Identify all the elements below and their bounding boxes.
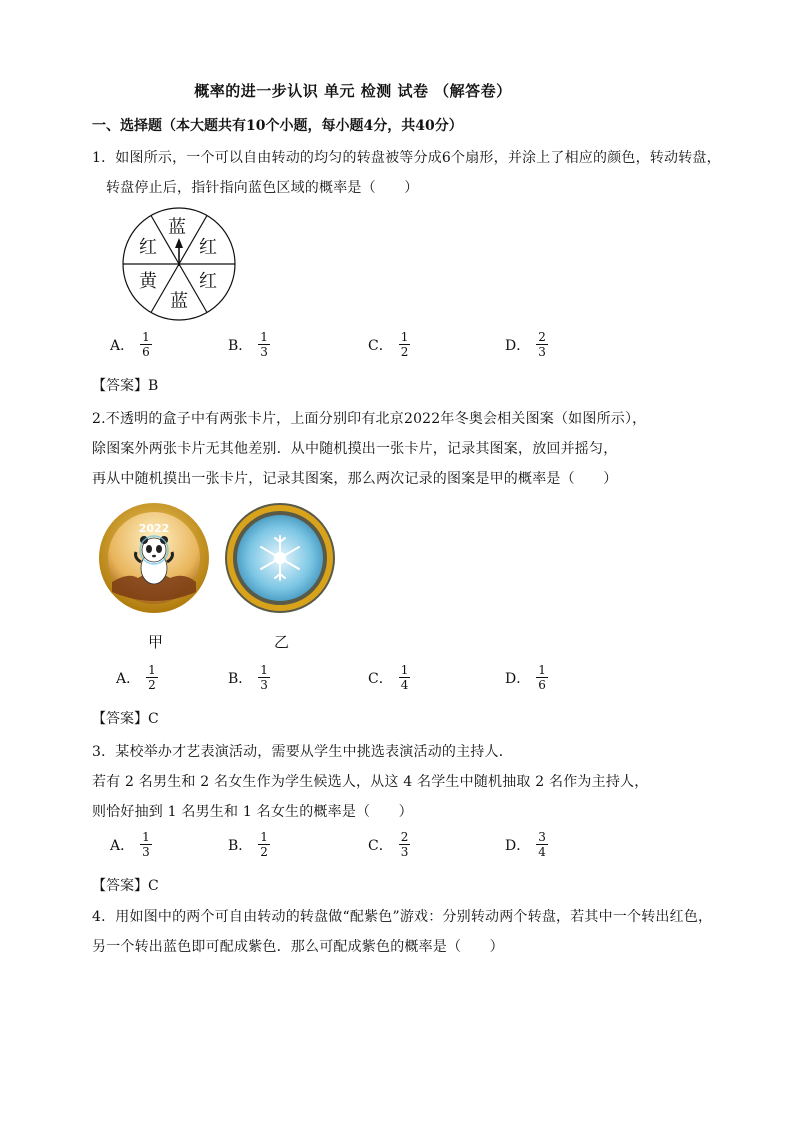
fraction: $\frac{3}{4}$ [538,830,546,859]
q3-option-a[interactable] [110,830,152,859]
option-label: D． [505,337,531,354]
option-label: B． [228,837,253,854]
option-label: A． [110,837,135,854]
q2-option-b[interactable] [228,663,270,692]
page-title: 概率的进一步认识 单元 检测 试卷 （解答卷） [194,82,512,100]
sector-label: 红 [199,237,217,258]
medal-panda-image [98,502,210,614]
fraction: $\frac{1}{3}$ [260,330,268,359]
fraction: $\frac{1}{2}$ [260,830,268,859]
fraction: $\frac{1}{4}$ [400,663,409,692]
medal-snowflake-image [224,502,336,614]
q1-answer: 【答案】B [92,378,159,394]
q2-text-line3: 再从中随机摸出一张卡片，记录其图案，那么两次记录的图案是甲的概率是（ ） [92,471,618,487]
fraction: $\frac{2}{3}$ [538,330,546,359]
q3-text-line1: 3．某校举办才艺表演活动，需要从学生中挑选表演活动的主持人． [92,744,513,760]
option-label: D． [505,670,531,687]
section-heading: 一、选择题（本大题共有10个小题，每小题4分，共40分） [92,118,463,134]
q2-option-d[interactable] [505,663,548,692]
fraction: $\frac{1}{3}$ [142,830,150,859]
q3-text-line3: 则恰好抽到 1 名男生和 1 名女生的概率是（ ） [92,804,413,820]
option-label: A． [110,337,135,354]
q1-text-line2: 转盘停止后，指针指向蓝色区域的概率是（ ） [106,180,419,196]
q1-option-a[interactable] [110,330,152,359]
medal-caption-b: 乙 [274,633,290,651]
fraction: $\frac{2}{3}$ [400,830,409,859]
option-label: C． [368,837,393,854]
sector-label: 红 [199,271,217,292]
option-label: B． [228,670,253,687]
q3-option-d[interactable] [505,830,548,859]
q3-option-c[interactable] [368,830,410,859]
sector-label: 蓝 [170,291,188,312]
fraction: $\frac{1}{6}$ [538,663,546,692]
q1-text-line1: 1．如图所示，一个可以自由转动的均匀的转盘被等分成6个扇形，并涂上了相应的颜色，转动转盘， [92,150,721,166]
medal-caption-a: 甲 [148,633,164,651]
sector-label: 红 [139,237,157,258]
option-label: C． [368,670,393,687]
q3-answer: 【答案】C [92,878,159,894]
q2-option-c[interactable] [368,663,410,692]
option-label: C． [368,337,393,354]
q4-text-line2: 另一个转出蓝色即可配成紫色．那么可配成紫色的概率是（ ） [92,939,504,955]
medal-year: 2022 [138,522,170,535]
q3-option-b[interactable] [228,830,270,859]
fraction: $\frac{1}{3}$ [260,663,268,692]
sector-label: 黄 [139,271,157,292]
sector-label: 蓝 [168,217,186,238]
fraction: $\frac{1}{6}$ [142,330,150,359]
option-label: D． [505,837,531,854]
q1-option-d[interactable] [505,330,548,359]
q1-option-b[interactable] [228,330,270,359]
fraction: $\frac{1}{2}$ [400,330,409,359]
spinner-figure [120,205,238,323]
q1-option-c[interactable] [368,330,410,359]
fraction: $\frac{1}{2}$ [148,663,156,692]
q2-answer: 【答案】C [92,711,159,727]
q3-text-line2: 若有 2 名男生和 2 名女生作为学生候选人，从这 4 名学生中随机抽取 2 名作为主持人， [92,774,649,790]
q4-text-line1: 4．用如图中的两个可自由转动的转盘做“配紫色”游戏：分别转动两个转盘，若其中一个转出红色， [92,909,713,925]
q2-text-line1: 2.不透明的盒子中有两张卡片，上面分别印有北京2022年冬奥会相关图案（如图所示）， [92,411,647,427]
q2-option-a[interactable] [116,663,158,692]
q2-text-line2: 除图案外两张卡片无其他差别．从中随机摸出一张卡片，记录其图案，放回并摇匀， [92,441,618,457]
option-label: A． [116,670,141,687]
option-label: B． [228,337,253,354]
